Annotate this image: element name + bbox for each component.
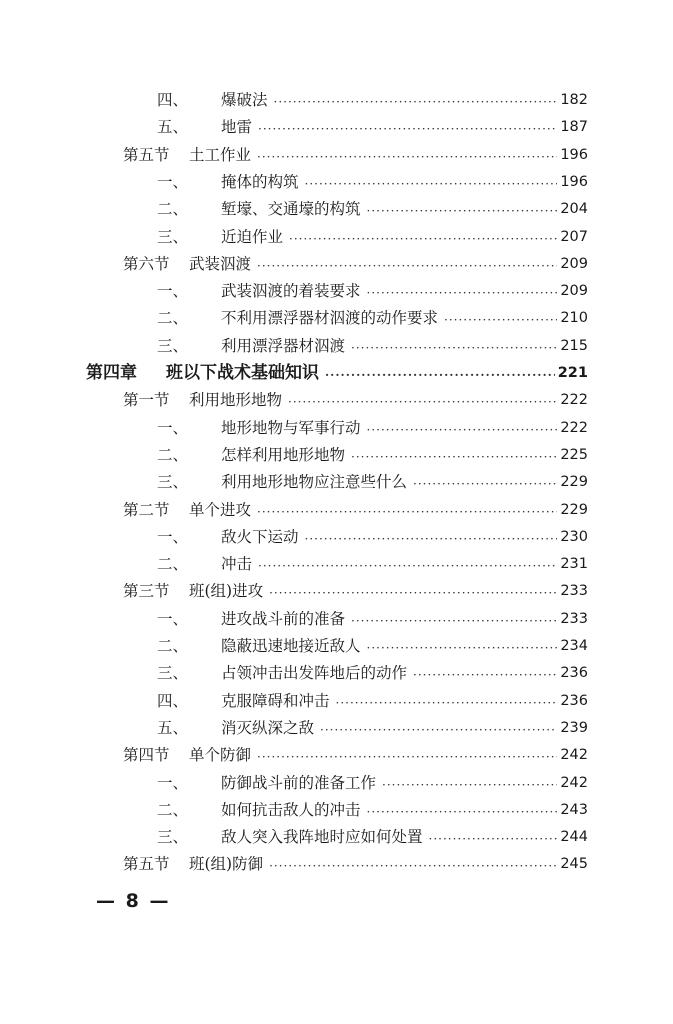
toc-entry-title: 地雷 (221, 118, 253, 137)
toc-entry-number: 二、 (157, 200, 189, 219)
dot-leader (257, 749, 557, 765)
toc-entry-label (157, 800, 361, 820)
toc-entry-label (157, 527, 299, 547)
dot-leader (336, 695, 558, 711)
dot-leader (444, 312, 557, 328)
toc-entry-number: 一、 (157, 773, 189, 792)
dot-leader (325, 367, 555, 383)
toc-entry-page-number: 242 (560, 774, 588, 791)
toc-entry-number: 一、 (157, 527, 189, 546)
toc-entry-title: 班以下战术基础知识 (166, 363, 319, 383)
dot-leader (269, 858, 557, 874)
toc-entry-number: 第四章 (86, 363, 137, 383)
toc-entry-title: 敌人突入我阵地时应如何处置 (221, 828, 423, 847)
dot-leader (257, 149, 557, 165)
toc-entry-number: 第四节 (123, 746, 170, 765)
toc-entry-title: 冲击 (221, 555, 253, 574)
toc-entry-page-number: 215 (560, 337, 588, 354)
toc-entry-page-number: 196 (560, 146, 588, 163)
toc-entry-number: 第六节 (123, 254, 170, 273)
dot-leader (257, 504, 557, 520)
toc-entry-page-number: 221 (557, 365, 588, 381)
toc-entry-title: 武装泅渡的着装要求 (221, 282, 361, 301)
toc-entry-title: 利用地形地物 (189, 391, 283, 410)
toc-entry-page-number: 231 (560, 556, 588, 573)
toc-entry-label (157, 418, 361, 438)
toc-entry-section (123, 250, 588, 274)
toc-entry-label (157, 691, 330, 711)
toc-entry-title: 克服障碍和冲击 (221, 691, 330, 710)
toc-entry-label (157, 663, 407, 683)
toc-entry-page-number: 207 (560, 228, 588, 245)
toc-entry-title: 利用地形地物应注意些什么 (221, 473, 408, 492)
toc-entry-item (157, 823, 588, 847)
toc-entry-label (157, 472, 407, 492)
toc-entry-item (157, 769, 588, 793)
toc-entry-page-number: 236 (560, 692, 588, 709)
page-number: — 8 — (96, 890, 171, 912)
toc-entry-label (123, 390, 282, 410)
toc-entry-label (157, 172, 299, 192)
toc-entry-label (123, 500, 251, 520)
toc-entry-title: 占领冲击出发阵地后的动作 (221, 664, 408, 683)
toc-entry-title: 武装泅渡 (189, 254, 252, 273)
toc-entry-label (157, 827, 423, 847)
toc-entry-label (123, 581, 263, 601)
toc-entry-item (157, 468, 588, 492)
toc-entry-number: 三、 (157, 336, 189, 355)
dot-leader (258, 558, 557, 574)
dot-leader (289, 231, 557, 247)
toc-entry-section (123, 141, 588, 165)
toc-entry-page-number: 225 (560, 446, 588, 463)
toc-entry-number: 第五节 (123, 855, 170, 874)
toc-entry-chapter (86, 359, 588, 383)
toc-entry-page-number: 222 (560, 419, 588, 436)
toc-entry-section (123, 386, 588, 410)
toc-entry-number: 二、 (157, 445, 189, 464)
toc-entry-title: 堑壕、交通壕的构筑 (221, 200, 361, 219)
toc-entry-page-number: 239 (560, 719, 588, 736)
toc-entry-item (157, 550, 588, 574)
toc-entry-number: 二、 (157, 800, 189, 819)
toc-entry-item (157, 441, 588, 465)
toc-entry-label (157, 308, 438, 328)
toc-entry-label (123, 254, 251, 274)
toc-entry-title: 怎样利用地形地物 (221, 445, 346, 464)
toc-entry-page-number: 236 (560, 665, 588, 682)
toc-entry-page-number: 245 (560, 856, 588, 873)
toc-entry-item (157, 223, 588, 247)
toc-entry-number: 三、 (157, 664, 189, 683)
toc-entry-label (157, 636, 361, 656)
toc-entry-title: 地形地物与军事行动 (221, 418, 361, 437)
toc-entry-label (157, 718, 314, 738)
toc-entry-page-number: 209 (560, 255, 588, 272)
toc-entry-label (157, 117, 252, 137)
toc-entry-number: 三、 (157, 473, 189, 492)
toc-entry-item (157, 414, 588, 438)
toc-entry-page-number: 242 (560, 747, 588, 764)
toc-entry-title: 土工作业 (189, 145, 252, 164)
toc-entry-label (157, 609, 345, 629)
toc-entry-title: 如何抗击敌人的冲击 (221, 800, 361, 819)
dot-leader (305, 176, 558, 192)
toc-entry-label (157, 554, 252, 574)
toc-entry-item (157, 523, 588, 547)
toc-entry-section (123, 850, 588, 874)
dot-leader (305, 531, 558, 547)
toc-entry-page-number: 229 (560, 474, 588, 491)
toc-entry-page-number: 233 (560, 583, 588, 600)
toc-entry-title: 班(组)防御 (189, 855, 264, 874)
dot-leader (367, 422, 558, 438)
toc-entry-page-number: 182 (560, 92, 588, 108)
dot-leader (351, 449, 557, 465)
toc-entry-number: 三、 (157, 828, 189, 847)
dot-leader (269, 585, 557, 601)
toc-entry-section (123, 741, 588, 765)
dot-leader (288, 394, 557, 410)
toc-entry-number: 五、 (157, 718, 189, 737)
toc-entry-item (157, 195, 588, 219)
toc-entry-page-number: 230 (560, 528, 588, 545)
toc-entry-number: 第二节 (123, 500, 170, 519)
toc-entry-page-number: 210 (560, 310, 588, 327)
toc-entry-label (157, 281, 361, 301)
toc-entry-label (157, 227, 283, 247)
toc-entry-item (157, 86, 588, 110)
dot-leader (367, 203, 558, 219)
dot-leader (367, 804, 558, 820)
toc-entry-label (123, 854, 263, 874)
toc-entry-number: 二、 (157, 309, 189, 328)
toc-entry-label (123, 745, 251, 765)
toc-entry-label (123, 145, 251, 165)
toc-entry-title: 单个进攻 (189, 500, 252, 519)
toc-entry-title: 单个防御 (189, 746, 252, 765)
toc-entry-item (157, 304, 588, 328)
toc-entry-title: 敌火下运动 (221, 527, 299, 546)
toc-entry-page-number: 243 (560, 801, 588, 818)
toc-entry-section (123, 577, 588, 601)
dot-leader (320, 722, 557, 738)
toc-entry-page-number: 229 (560, 501, 588, 518)
toc-entry-number: 二、 (157, 555, 189, 574)
toc-entry-item (157, 659, 588, 683)
toc-entry-number: 二、 (157, 637, 189, 655)
dot-leader (367, 285, 558, 301)
toc-entry-label (157, 773, 376, 793)
toc-entry-section (123, 496, 588, 520)
dot-leader (257, 258, 557, 274)
toc-entry-page-number: 204 (560, 201, 588, 218)
dot-leader (413, 667, 557, 683)
toc-entry-number: 第一节 (123, 391, 170, 410)
toc-entry-item (157, 687, 588, 711)
toc-entry-item (157, 605, 588, 629)
dot-leader (429, 831, 558, 847)
toc-entry-title: 隐蔽迅速地接近敌人 (221, 637, 361, 655)
toc-entry-number: 四、 (157, 91, 189, 109)
dot-leader (382, 777, 557, 793)
toc-entry-title: 掩体的构筑 (221, 172, 299, 191)
toc-entry-title: 进攻战斗前的准备 (221, 609, 346, 628)
toc-entry-title: 班(组)进攻 (189, 582, 264, 601)
toc-entry-title: 近迫作业 (221, 227, 284, 246)
toc-entry-item (157, 277, 588, 301)
toc-entry-title: 防御战斗前的准备工作 (221, 773, 377, 792)
toc-entry-item (157, 796, 588, 820)
toc-entry-number: 四、 (157, 691, 189, 710)
dot-leader (367, 640, 558, 656)
toc-entry-page-number: 244 (560, 829, 588, 846)
toc-entry-number: 五、 (157, 118, 189, 137)
toc-entry-page-number: 234 (560, 638, 588, 654)
toc-entry-page-number: 233 (560, 610, 588, 627)
toc-entry-label (157, 336, 345, 356)
toc-entry-item (157, 113, 588, 137)
toc-entry-title: 不利用漂浮器材泅渡的动作要求 (221, 309, 439, 328)
toc-entry-page-number: 187 (560, 119, 588, 136)
toc-entry-number: 一、 (157, 418, 189, 437)
toc-entry-item (157, 332, 588, 356)
toc-entry-label (157, 199, 361, 219)
dot-leader (258, 121, 557, 137)
dot-leader (413, 476, 557, 492)
toc-entry-number: 第五节 (123, 145, 170, 164)
toc-entry-item (157, 632, 588, 656)
toc-entry-label (157, 445, 345, 465)
toc-entry-item (157, 168, 588, 192)
toc-entry-label (86, 363, 319, 383)
toc-entry-number: 三、 (157, 227, 189, 246)
toc-entry-number: 第三节 (123, 582, 170, 601)
toc-entry-number: 一、 (157, 172, 189, 191)
toc-entry-title: 消灭纵深之敌 (221, 718, 315, 737)
toc-entry-title: 利用漂浮器材泅渡 (221, 336, 346, 355)
toc-entry-page-number: 209 (560, 283, 588, 300)
toc-entry-page-number: 196 (560, 173, 588, 190)
dot-leader (351, 340, 557, 356)
dot-leader (274, 94, 558, 110)
toc-entry-title: 爆破法 (221, 91, 268, 109)
toc-entry-item (157, 714, 588, 738)
dot-leader (351, 613, 557, 629)
toc-entry-number: 一、 (157, 282, 189, 301)
toc-entry-page-number: 222 (560, 392, 588, 409)
toc-entry-number: 一、 (157, 609, 189, 628)
toc-entry-label (157, 90, 268, 110)
